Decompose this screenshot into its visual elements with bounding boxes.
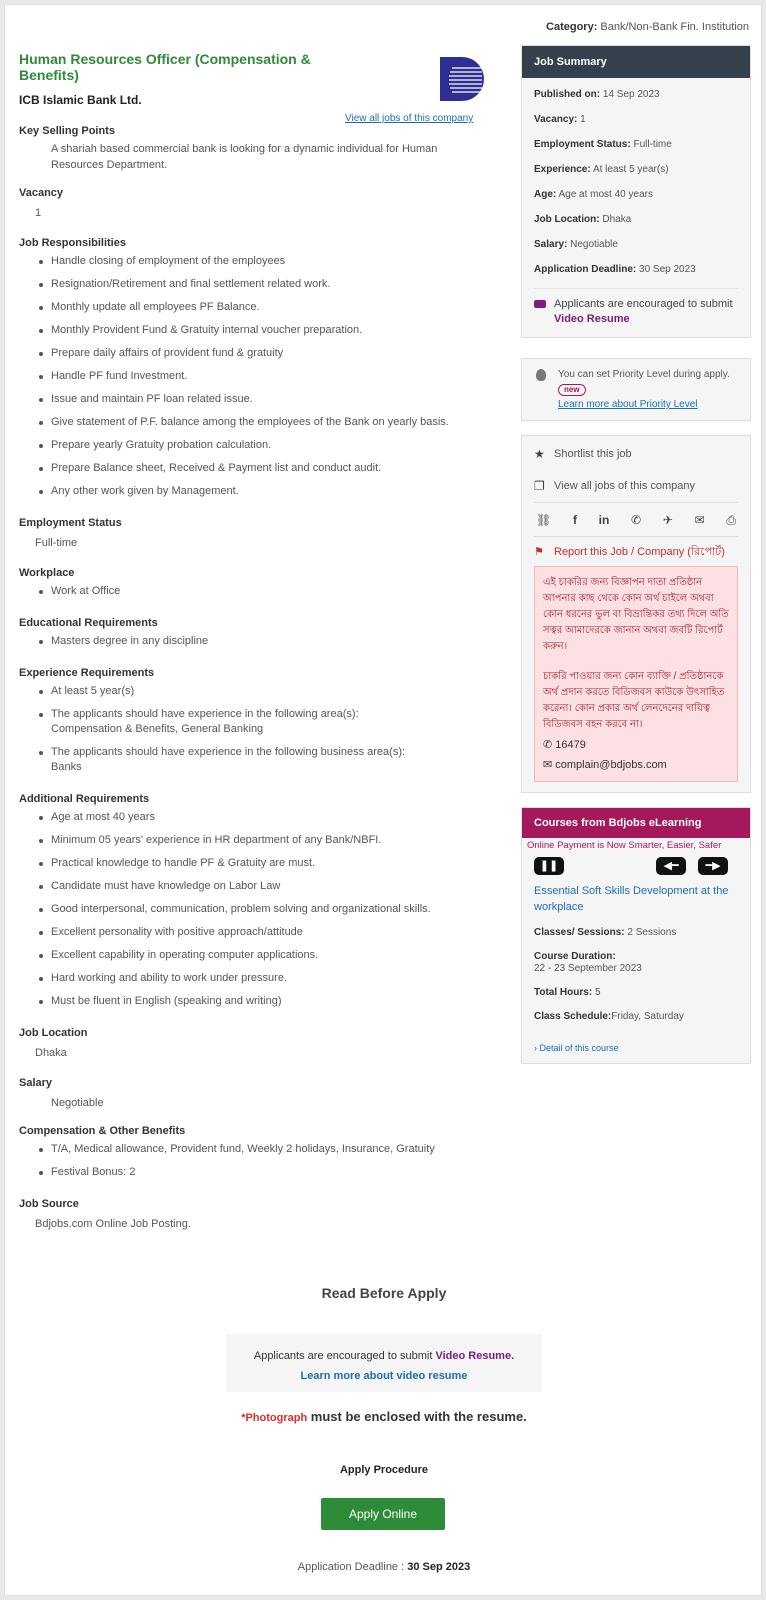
- whatsapp-icon[interactable]: ✆: [631, 513, 642, 527]
- apply-procedure-heading: Apply Procedure: [339, 1464, 429, 1476]
- summary-row: Experience: At least 5 year(s): [534, 164, 669, 175]
- list-item: T/A, Medical allowance, Provident fund, Weekly 2 holidays, Insurance, Gratuity: [37, 1142, 489, 1157]
- list-item: Resignation/Retirement and final settlement related work.: [37, 277, 489, 292]
- course-detail-link[interactable]: › Detail of this course: [534, 1043, 619, 1053]
- course-duration: Course Duration: 22 - 23 September 2023: [534, 951, 642, 974]
- list-item: Festival Bonus: 2: [37, 1165, 489, 1180]
- list-item: Must be fluent in English (speaking and writing): [37, 994, 489, 1009]
- education-heading: Educational Requirements: [19, 617, 158, 629]
- list-item: Work at Office: [37, 584, 489, 599]
- video-resume-link[interactable]: Video Resume.: [435, 1350, 515, 1362]
- phone-icon: ✆: [543, 739, 553, 751]
- list-item: Hard working and ability to work under pressure.: [37, 971, 489, 986]
- summary-row: Age: Age at most 40 years: [534, 189, 653, 200]
- list-item: Monthly update all employees PF Balance.: [37, 300, 489, 315]
- education-list: [37, 634, 489, 649]
- responsibilities-list: [37, 254, 489, 499]
- key-selling-points-heading: Key Selling Points: [19, 125, 115, 137]
- new-badge: new: [558, 384, 586, 396]
- responsibilities-heading: Job Responsibilities: [19, 237, 126, 249]
- priority-level-box: You can set Priority Level during apply. new Learn more about Priority Level: [521, 358, 751, 421]
- course-schedule: Class Schedule:Friday, Saturday: [534, 1011, 684, 1022]
- list-item: Excellent capability in operating computer applications.: [37, 948, 489, 963]
- list-item: Prepare yearly Gratuity probation calculation.: [37, 438, 489, 453]
- report-job-link[interactable]: ⚑ Report this Job / Company (রিপোর্ট): [534, 546, 725, 558]
- key-selling-points-text: A shariah based commercial bank is looking for a dynamic individual for Human Resources Department.: [51, 143, 438, 171]
- video-resume-note: Applicants are encouraged to submit Video Resume: [534, 288, 738, 337]
- share-bar: [534, 502, 738, 537]
- photograph-note: *Photograph must be enclosed with the resume.: [241, 1409, 527, 1424]
- list-item: Give statement of P.F. balance among the employees of the Bank on yearly basis.: [37, 415, 489, 430]
- list-item: Prepare daily affairs of provident fund & gratuity: [37, 346, 489, 361]
- warning-text-1: এই চাকরির জন্য বিজ্ঞাপন দাতা প্রতিষ্ঠান আপনার কাছ থেকে কোন অর্থ চাইলে অথবা কোন ধরনের ভুল বা বিভ্রান্তিকর তথ্য দিলে অতি সত্বর আমাদেরকে জানান অথবা জবটি রিপোর্ট করুন।: [543, 577, 729, 652]
- job-title: Human Resources Officer (Compensation & Benefits): [19, 51, 311, 83]
- experience-list: [37, 684, 489, 775]
- summary-row: Published on: 14 Sep 2023: [534, 89, 660, 100]
- payment-ticker: Online Payment is Now Smarter, Easier, Safer: [527, 840, 722, 851]
- facebook-icon[interactable]: f: [572, 513, 577, 527]
- list-item: Minimum 05 years' experience in HR department of any Bank/NBFI.: [37, 833, 489, 848]
- list-item: Prepare Balance sheet, Received & Payment list and conduct audit.: [37, 461, 489, 476]
- experience-heading: Experience Requirements: [19, 667, 155, 679]
- job-summary-title: Job Summary: [522, 46, 750, 78]
- next-button[interactable]: ━▶: [698, 857, 728, 875]
- list-item: Any other work given by Management.: [37, 484, 489, 499]
- courses-box: [521, 807, 751, 1064]
- priority-level-link[interactable]: Learn more about Priority Level: [558, 399, 698, 410]
- read-before-apply-heading: Read Before Apply: [321, 1285, 447, 1301]
- list-item: At least 5 year(s): [37, 684, 489, 699]
- job-summary-box: [521, 45, 751, 338]
- employment-status-value: Full-time: [35, 537, 78, 549]
- list-item: Age at most 40 years: [37, 810, 489, 825]
- carousel-controls: [534, 857, 738, 875]
- list-item: Good interpersonal, communication, problem solving and organizational skills.: [37, 902, 489, 917]
- flag-icon: ⚑: [534, 546, 544, 558]
- pause-button[interactable]: ❚❚: [534, 857, 564, 875]
- workplace-heading: Workplace: [19, 567, 75, 579]
- list-item: Excellent personality with positive approach/attitude: [37, 925, 489, 940]
- vacancy-value: 1: [35, 207, 42, 219]
- employment-status-heading: Employment Status: [19, 517, 122, 529]
- job-source-value: Bdjobs.com Online Job Posting.: [35, 1218, 191, 1230]
- shortlist-job-button[interactable]: ★ Shortlist this job: [534, 438, 738, 470]
- print-icon[interactable]: ⎙: [726, 513, 736, 527]
- list-item: Handle closing of employment of the employees: [37, 254, 489, 269]
- fraud-warning-box: [534, 566, 738, 782]
- workplace-list: [37, 584, 489, 599]
- view-all-jobs-link[interactable]: View all jobs of this company: [345, 113, 474, 124]
- video-resume-box: Applicants are encouraged to submit Video Resume. Learn more about video resume: [226, 1334, 542, 1392]
- twitter-icon[interactable]: ✈: [662, 513, 673, 527]
- mail-icon: ✉: [543, 759, 553, 771]
- salary-value: Negotiable: [51, 1097, 104, 1109]
- list-item: Monthly Provident Fund & Gratuity internal voucher preparation.: [37, 323, 489, 338]
- document-icon: ❐: [534, 479, 545, 493]
- course-name-link[interactable]: Essential Soft Skills Development at the workplace: [534, 885, 729, 913]
- email-icon[interactable]: ✉: [694, 513, 705, 527]
- list-item: The applicants should have experience in the following area(s): Compensation & Benefits, General Banking: [37, 707, 489, 737]
- hotline: ✆ 16479: [543, 739, 586, 751]
- benefits-heading: Compensation & Other Benefits: [19, 1125, 186, 1137]
- additional-requirements-heading: Additional Requirements: [19, 793, 150, 805]
- courses-title: Courses from Bdjobs eLearning: [522, 808, 750, 838]
- category-line: Category: Bank/Non-Bank Fin. Institution: [546, 21, 749, 33]
- list-item: Candidate must have knowledge on Labor Law: [37, 879, 489, 894]
- complaint-email: ✉ complain@bdjobs.com: [543, 759, 667, 771]
- prev-button[interactable]: ◀━: [656, 857, 686, 875]
- lightbulb-icon: [536, 369, 546, 381]
- job-source-heading: Job Source: [19, 1198, 79, 1210]
- summary-row: Salary: Negotiable: [534, 239, 618, 250]
- job-location-heading: Job Location: [19, 1027, 88, 1039]
- list-item: Practical knowledge to handle PF & Gratuity are must.: [37, 856, 489, 871]
- course-hours: Total Hours: 5: [534, 987, 601, 998]
- chevron-right-icon: ›: [534, 1043, 537, 1053]
- job-location-value: Dhaka: [35, 1047, 67, 1059]
- view-all-jobs-button[interactable]: ❐ View all jobs of this company: [534, 470, 738, 502]
- list-item: The applicants should have experience in the following business area(s): Banks: [37, 745, 489, 775]
- job-details: [19, 51, 489, 1230]
- summary-row: Vacancy: 1: [534, 114, 586, 125]
- link-icon[interactable]: ⛓: [536, 513, 552, 527]
- summary-row: Employment Status: Full-time: [534, 139, 672, 150]
- video-resume-link[interactable]: Video Resume: [554, 313, 630, 325]
- learn-video-resume-link[interactable]: Learn more about video resume: [300, 1370, 468, 1382]
- job-actions-box: [521, 435, 751, 793]
- warning-text-2: চাকরি পাওয়ার জন্য কোন ব্যাক্তি / প্রতিষ্ঠানকে অর্থ প্রদান করতে বিডিজবস কাউকে উৎসাহিত করেনা। কোন প্রকার অর্থ লেনদেনের দায়িত্ব বিডিজবস বহন করবে না।: [543, 671, 725, 730]
- company-name: ICB Islamic Bank Ltd.: [19, 93, 142, 107]
- summary-row: Application Deadline: 30 Sep 2023: [534, 264, 696, 275]
- additional-requirements-list: [37, 810, 489, 1009]
- video-camera-icon: [534, 300, 546, 308]
- linkedin-icon[interactable]: in: [598, 513, 610, 527]
- apply-online-button[interactable]: Apply Online: [321, 1498, 445, 1530]
- job-details-page: [4, 4, 762, 1596]
- star-icon: ★: [534, 447, 545, 461]
- list-item: Issue and maintain PF loan related issue.: [37, 392, 489, 407]
- company-logo: [438, 55, 486, 103]
- list-item: Handle PF fund Investment.: [37, 369, 489, 384]
- vacancy-heading: Vacancy: [19, 187, 64, 199]
- sidebar: [521, 45, 751, 1064]
- salary-heading: Salary: [19, 1077, 53, 1089]
- application-deadline: Application Deadline : 30 Sep 2023: [297, 1561, 471, 1573]
- summary-row: Job Location: Dhaka: [534, 214, 632, 225]
- course-sessions: Classes/ Sessions: 2 Sessions: [534, 927, 677, 938]
- benefits-list: [37, 1142, 489, 1180]
- list-item: Masters degree in any discipline: [37, 634, 489, 649]
